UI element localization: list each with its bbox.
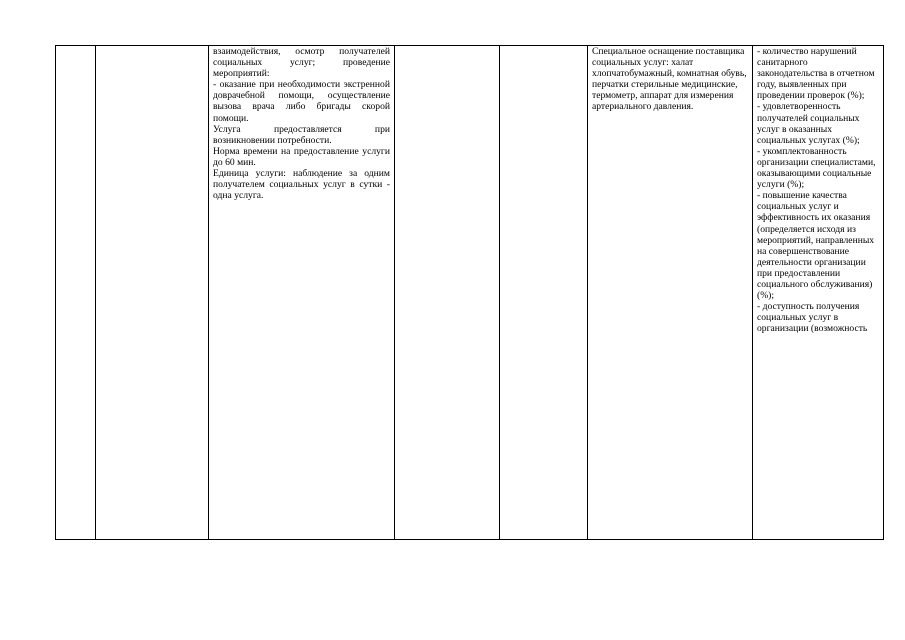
time-norm-cell bbox=[395, 46, 500, 540]
description-paragraph: Норма времени на предоставление услуги до 60 мин. bbox=[213, 145, 390, 168]
description-paragraph: - оказание при необходимости экстренной доврачебной помощи, осуществление вызова врача либо бригады скорой помощи. bbox=[213, 79, 390, 124]
indicator-item: - повышение качества социальных услуг и эффективность их оказания (определяется исходя из мероприятий, направленных на совершенствование деятельности организации при предоставлении социального обслуживания) (%); bbox=[757, 190, 875, 302]
number-cell bbox=[56, 46, 96, 540]
services-table bbox=[55, 45, 884, 540]
description-paragraph: взаимодействия, осмотр получателей социальных услуг; проведение мероприятий: bbox=[213, 46, 390, 80]
indicator-item: - количество нарушений санитарного законодательства в отчетном году, выявленных при проведении проверок (%); bbox=[757, 46, 875, 102]
equipment-cell bbox=[588, 46, 753, 540]
indicator-item: - укомплектованность организации специалистами, оказывающими социальные услуги (%); bbox=[757, 145, 876, 191]
indicator-item: - удовлетворенность получателей социальных услуг в оказанных социальных услугах (%); bbox=[757, 101, 860, 146]
quality-indicators-cell bbox=[753, 46, 884, 540]
table-row bbox=[56, 46, 884, 540]
service-name-cell bbox=[96, 46, 209, 540]
indicator-item: - доступность получения социальных услуг в организации (возможность bbox=[757, 301, 868, 335]
description-paragraph: Единица услуги: наблюдение за одним получателем социальных услуг в сутки - одна услуга. bbox=[213, 168, 390, 202]
equipment-text: Специальное оснащение поставщика социальных услуг: халат хлопчатобумажный, комнатная обувь, перчатки стерильные медицинские, термометр, аппарат для измерения артериального давления. bbox=[592, 46, 747, 113]
service-description-cell bbox=[209, 46, 395, 540]
tariff-cell bbox=[500, 46, 588, 540]
description-paragraph: Услуга предоставляется при возникновении потребности. bbox=[213, 123, 390, 146]
